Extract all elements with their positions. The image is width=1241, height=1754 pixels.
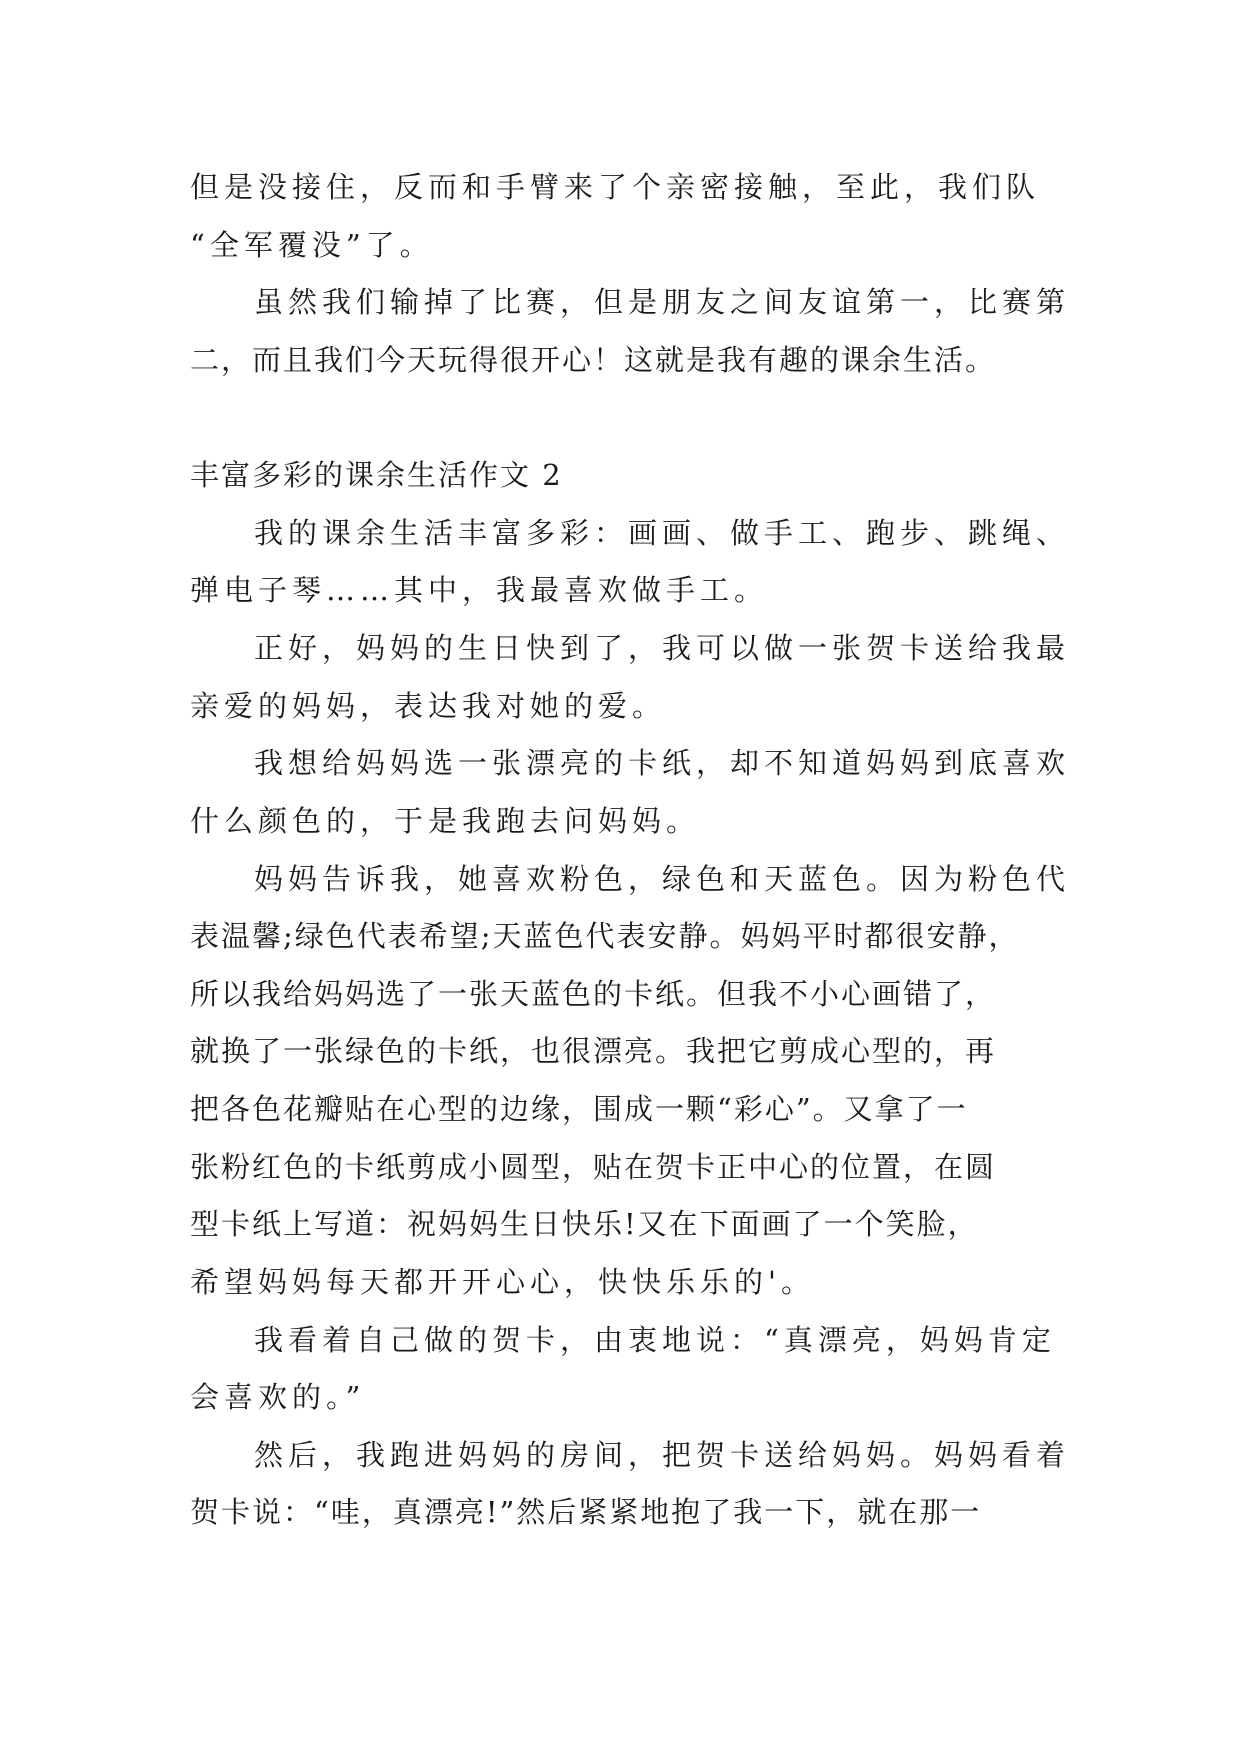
paragraph-line: 正好，妈妈的生日快到了，我可以做一张贺卡送给我最 <box>254 631 1071 665</box>
paragraph-line: 什么颜色的，于是我跑去问妈妈。 <box>190 804 701 838</box>
paragraph-line: 然后，我跑进妈妈的房间，把贺卡送给妈妈。妈妈看着 <box>254 1438 1071 1472</box>
paragraph-line: 所以我给妈妈选了一张天蓝色的卡纸。但我不小心画错了， <box>190 977 997 1011</box>
paragraph-line: 希望妈妈每天都开开心心，快快乐乐的'。 <box>190 1265 815 1299</box>
paragraph-line: 二，而且我们今天玩得很开心！这就是我有趣的课余生活。 <box>190 343 997 377</box>
paragraph-line: 贺卡说：“哇，真漂亮!”然后紧紧地抱了我一下，就在那一 <box>190 1495 982 1529</box>
paragraph-line: 把各色花瓣贴在心型的边缘，围成一颗“彩心”。又拿了一 <box>190 1092 968 1126</box>
paragraph-line: 弹电子琴……其中，我最喜欢做手工。 <box>190 573 769 607</box>
paragraph-line: 妈妈告诉我，她喜欢粉色，绿色和天蓝色。因为粉色代 <box>254 862 1071 896</box>
paragraph-line: 亲爱的妈妈，表达我对她的爱。 <box>190 689 667 723</box>
section-heading: 丰富多彩的课余生活作文 2 <box>190 458 563 492</box>
paragraph-line: 我看着自己做的贺卡，由衷地说：“真漂亮，妈妈肯定 <box>254 1323 1056 1357</box>
paragraph-line: 表温馨;绿色代表希望;天蓝色代表安静。妈妈平时都很安静， <box>190 919 1020 953</box>
paragraph-line: 张粉红色的卡纸剪成小圆型，贴在贺卡正中心的位置，在圆 <box>190 1150 997 1184</box>
paragraph-line: 型卡纸上写道：祝妈妈生日快乐!又在下面画了一个笑脸， <box>190 1207 979 1241</box>
paragraph-line: 我的课余生活丰富多彩：画画、做手工、跑步、跳绳、 <box>254 516 1071 550</box>
paragraph-line: 会喜欢的。” <box>190 1380 366 1414</box>
paragraph-line: “全军覆没”了。 <box>190 228 434 262</box>
paragraph-line: 虽然我们输掉了比赛，但是朋友之间友谊第一，比赛第 <box>254 285 1071 319</box>
paragraph-line: 但是没接住，反而和手臂来了个亲密接触，至此，我们队 <box>190 170 1041 204</box>
paragraph-line: 我想给妈妈选一张漂亮的卡纸，却不知道妈妈到底喜欢 <box>254 746 1071 780</box>
paragraph-line: 就换了一张绿色的卡纸，也很漂亮。我把它剪成心型的，再 <box>190 1034 997 1068</box>
